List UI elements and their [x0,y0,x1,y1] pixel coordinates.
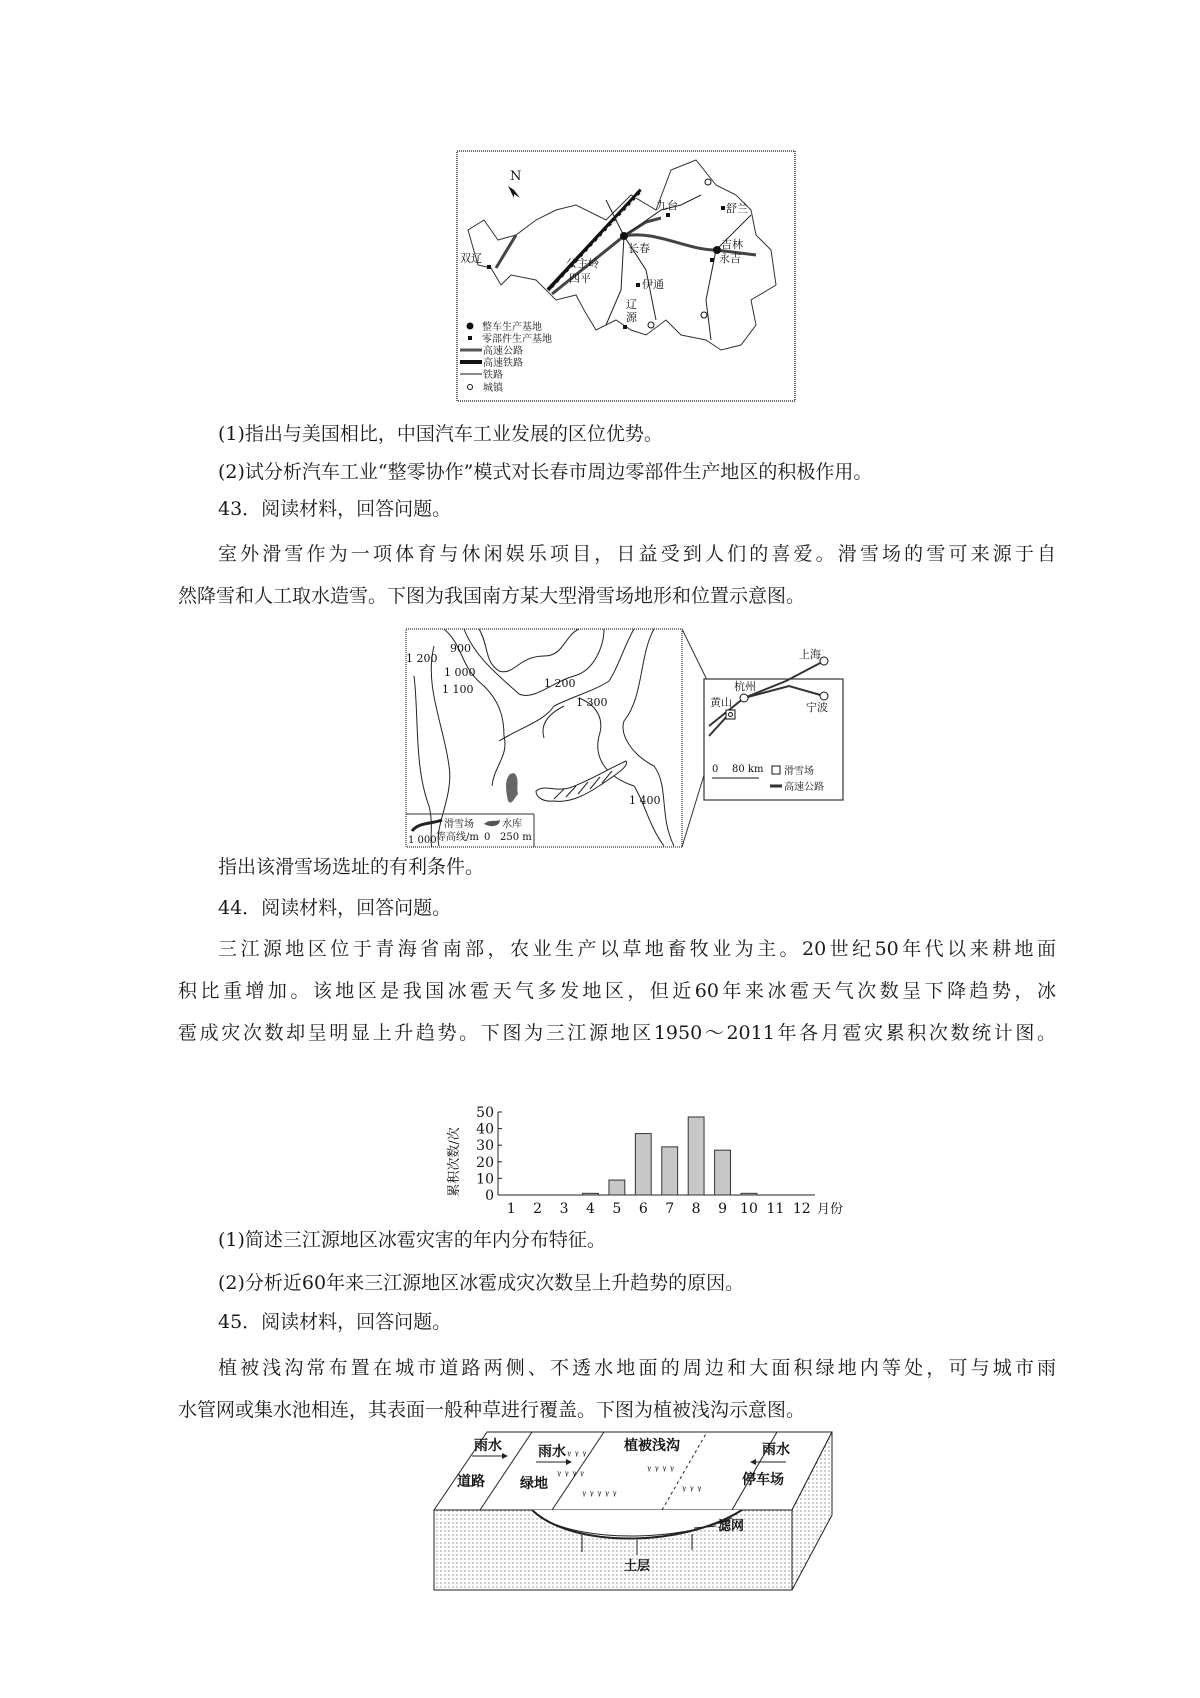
label-rain-2: 雨水 [538,1444,566,1460]
label-road: 道路 [457,1474,485,1490]
label-parking: 停车场 [742,1472,784,1488]
inset-scale-zero: 0 [712,764,719,775]
contour-label: 1 100 [442,683,474,696]
contour-label: 900 [450,642,471,655]
x-tick-label: 7 [665,1201,675,1217]
svg-text:整车生产基地: 整车生产基地 [482,322,542,333]
q43-question: 指出该滑雪场选址的有利条件。 [218,856,485,878]
north-label: N [510,169,522,184]
q44-para-line: 三江源地区位于青海省南部，农业生产以草地畜牧业为主。20世纪50年代以来耕地面 [218,938,1056,960]
city-siping: 四平 [569,272,591,285]
y-tick-label: 40 [476,1121,494,1138]
x-tick-label: 11 [766,1201,785,1217]
city-shuangliao: 双辽 [460,252,482,265]
inset-legend-road: 高速公路 [784,782,824,793]
q44-sub2: (2)分析近60年来三江源地区冰雹成灾次数呈上升趋势的原因。 [218,1272,745,1294]
y-tick-label: 20 [476,1154,494,1171]
y-tick-label: 0 [485,1188,494,1204]
ski-resort-map [404,626,846,852]
bar-month-9 [715,1150,731,1195]
q43-para-line: 室外滑雪作为一项体育与休闲娱乐项目，日益受到人们的喜爱。滑雪场的雪可来源于自 [218,543,1056,565]
q45-title: 45．阅读材料，回答问题。 [218,1311,452,1333]
bar-month-8 [688,1117,704,1195]
x-tick-label: 1 [506,1201,516,1217]
svg-text:ᵧ ᵧ ᵧ ᵧ: ᵧ ᵧ ᵧ ᵧ [557,1465,585,1478]
q43-para-line: 然降雪和人工取水造雪。下图为我国南方某大型滑雪场地形和位置示意图。 [178,585,806,607]
svg-text:城镇: 城镇 [483,383,503,394]
q43-title: 43．阅读材料，回答问题。 [218,498,452,520]
city-jilin: 吉林 [721,238,743,251]
x-tick-label: 12 [792,1201,811,1217]
x-tick-label: 5 [612,1201,622,1217]
vegetated-swale-diagram [432,1430,832,1596]
x-tick-label: 8 [691,1201,701,1217]
svg-text:水库: 水库 [502,819,522,830]
q42-sub2: (2)试分析汽车工业“整零协作”模式对长春市周边零部件生产地区的积极作用。 [218,461,873,483]
svg-text:滑雪场: 滑雪场 [444,819,474,830]
inset-city-hangzhou: 杭州 [734,680,756,693]
svg-text:等高线/m: 等高线/m [436,832,479,843]
x-tick-label: 9 [718,1201,728,1217]
inset-legend-ski: 滑雪场 [784,766,814,777]
x-tick-label: 6 [638,1201,648,1217]
inset-city-ningbo: 宁波 [806,701,828,714]
y-tick-label: 30 [476,1138,494,1155]
city-liaoyuan-1: 辽 [626,298,637,311]
svg-text:0: 0 [484,832,491,843]
q45-para-line: 植被浅沟常布置在城市道路两侧、不透水地面的周边和大面积绿地内等处，可与城市雨 [218,1357,1056,1379]
contour-label: 1 200 [544,677,576,690]
x-tick-label: 10 [740,1201,758,1217]
svg-text:ᵧ ᵧ ᵧ ᵧ ᵧ: ᵧ ᵧ ᵧ ᵧ ᵧ [582,1485,617,1498]
x-axis-label: 月份 [817,1202,844,1217]
y-axis-label: 累积次数/次 [447,1127,462,1197]
contour-label: 1 000 [444,666,476,679]
city-gongzhuling: 公主岭 [566,257,599,270]
x-tick-label: 2 [533,1201,543,1217]
contour-label: 1 400 [629,794,661,807]
label-rain-1: 雨水 [474,1438,502,1454]
bar-month-6 [635,1134,651,1195]
inset-scale: 80 km [732,764,764,775]
x-tick-label: 4 [585,1201,595,1217]
changchun-auto-map [456,150,796,402]
city-liaoyuan-2: 源 [626,311,637,324]
svg-text:250 m: 250 m [500,832,532,843]
bar-month-5 [609,1180,625,1195]
city-shulan: 舒兰 [726,202,748,215]
label-rain-3: 雨水 [762,1442,790,1458]
svg-text:铁路: 铁路 [483,370,503,381]
label-swale: 植被浅沟 [624,1438,680,1454]
svg-text:ᵧ ᵧ ᵧ: ᵧ ᵧ ᵧ [682,1480,702,1493]
svg-text:高速公路: 高速公路 [483,346,523,357]
x-tick-label: 3 [559,1201,569,1217]
city-yongji: 永吉 [719,252,741,265]
bar-month-7 [662,1147,678,1195]
q44-para-line: 积比重增加。该地区是我国冰雹天气多发地区，但近60年来冰雹天气次数呈下降趋势，冰 [178,980,1056,1002]
svg-text:高速铁路: 高速铁路 [483,358,523,369]
svg-text:ᵧ ᵧ ᵧ ᵧ: ᵧ ᵧ ᵧ ᵧ [647,1460,675,1473]
svg-text:ᵧ ᵧ ᵧ: ᵧ ᵧ ᵧ [567,1445,587,1458]
hail-disaster-bar-chart [440,1100,844,1220]
city-changchun: 长春 [628,242,650,255]
contour-label: 1 200 [406,652,438,665]
label-green-land: 绿地 [520,1476,548,1492]
inset-city-huangshan: 黄山 [710,696,732,709]
label-soil-layer: 土层 [624,1559,651,1574]
city-yitong: 伊通 [642,278,664,291]
svg-text:零部件生产基地: 零部件生产基地 [482,334,552,345]
inset-city-shanghai: 上海 [799,648,821,661]
svg-text:1 000: 1 000 [408,835,437,846]
bar-month-10 [741,1193,757,1195]
q44-title: 44．阅读材料，回答问题。 [218,897,452,919]
bar-month-4 [583,1193,599,1195]
q42-sub1: (1)指出与美国相比，中国汽车工业发展的区位优势。 [218,423,663,445]
y-tick-label: 10 [476,1171,494,1188]
q45-para-line: 水管网或集水池相连，其表面一般种草进行覆盖。下图为植被浅沟示意图。 [178,1399,806,1421]
label-filter-net: 滤网 [718,1519,745,1534]
q44-sub1: (1)简述三江源地区冰雹灾害的年内分布特征。 [218,1229,606,1251]
q44-para-line: 雹成灾次数却呈明显上升趋势。下图为三江源地区1950～2011年各月雹灾累积次数统计图。 [178,1022,1056,1044]
city-jiutai: 九台 [656,199,678,212]
y-tick-label: 50 [476,1105,494,1121]
contour-label: 1 300 [576,696,608,709]
